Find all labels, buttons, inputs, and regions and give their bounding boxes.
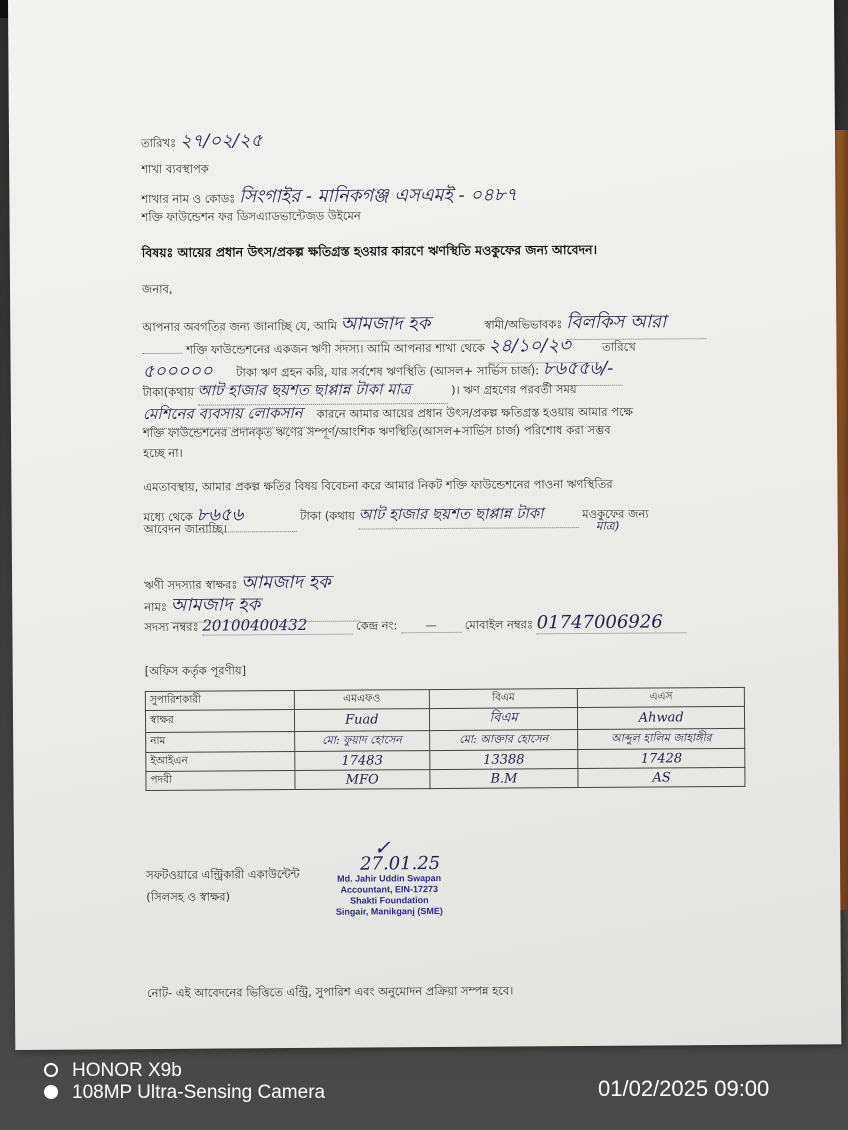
circle-icon: [44, 1063, 58, 1077]
p1-line1: আপনার অবগতির জন্য জানাচ্ছি যে, আমি আমজাদ হক স্বামী/অভিভাবকঃ বিলকিস আরা: [142, 307, 706, 343]
waiver-in-words: আট হাজার ছয়শত ছাপ্পান্ন টাকা: [358, 502, 578, 530]
table-cell: আব্দুল হালিম জাহাঙ্গীর: [578, 728, 745, 749]
table-cell: 17483: [295, 751, 430, 771]
balance-in-words: আট হাজার ছয়শত ছাপ্পান্ন টাকা মাত্র: [197, 378, 447, 406]
p2-matro: মাত্র): [595, 518, 620, 533]
table-row: [146, 767, 745, 790]
accountant-initials: ✓: [373, 835, 391, 860]
table-cell: 17428: [578, 748, 745, 768]
accountant-seal: Md. Jahir Uddin Swapan Accountant, EIN-17273 Shakti Foundation Singair, Manikganj (SME): [335, 872, 443, 917]
table-header-cell: বিএম: [429, 689, 578, 709]
manager-line: শাখা ব্যবস্থাপক: [141, 161, 209, 177]
subject-line: বিষয়ঃ আয়ের প্রধান উৎস/প্রকল্প ক্ষতিগ্রস্ত হওয়ার কারণে ঋণস্থিতি মওকুফের জন্য আবেদন।: [141, 241, 598, 261]
table-cell: 13388: [429, 750, 578, 770]
waiver-amount: ৮৬৫৬: [196, 500, 296, 533]
note-line: নোট- এই আবেদনের ভিত্তিতে এন্ট্রি, সুপারিশ এবং অনুমোদন প্রক্রিয়া সম্পন্ন হবে।: [146, 983, 514, 1001]
org-line: শক্তি ফাউন্ডেশন ফর ডিসএ্যাডভান্টেজড উইমেন: [141, 208, 361, 225]
date-value: ২৭/০২/২৫: [179, 130, 263, 152]
signature-line: ঋণী সদস্যার স্বাক্ষরঃ আমজাদ হক: [144, 571, 331, 594]
table-header-cell: এএস: [578, 687, 745, 707]
p1-line7: হচ্ছে না।: [143, 445, 183, 461]
accountant-label: সফটওয়ারে এন্ট্রিকারী একাউন্টেন্ট: [146, 866, 300, 883]
kendra-number: —: [401, 618, 461, 633]
loan-date: ২৪/১০/২৩: [488, 331, 598, 364]
branch-line: শাখার নাম ও কোডঃ সিংগাইর - মানিকগঞ্জ এসএমই - ০৪৮৭: [141, 184, 518, 208]
recommendation-table: [145, 687, 746, 791]
table-cell: B.M: [430, 769, 579, 789]
table-cell: Fuad: [294, 709, 429, 732]
table-cell: Ahwad: [578, 706, 745, 729]
application-document: [8, 0, 841, 1050]
table-header-cell: সুপারিশকারী: [145, 691, 294, 711]
mobile-number: 01747006926: [537, 611, 687, 634]
p2-line3: আবেদন জানাচ্ছি।: [143, 521, 227, 537]
accountant-date: 27.01.25: [359, 853, 441, 875]
applicant-name: আমজাদ হক: [341, 309, 481, 342]
loan-balance: ৮৬৫৫৬/-: [543, 354, 623, 387]
row-label: নাম: [146, 732, 295, 753]
loan-amount: ৫০০০০০: [142, 356, 232, 389]
table-cell: AS: [578, 767, 745, 787]
row-label: পদবী: [146, 771, 295, 791]
salutation: জনাব,: [141, 281, 173, 297]
camera-watermark: 108MP Ultra-Sensing Camera: [44, 1082, 325, 1104]
row-label: স্বাক্ষর: [145, 710, 294, 733]
table-header-cell: এমএফও: [294, 690, 429, 710]
p1-line2: শক্তি ফাউন্ডেশনের একজন ঋণী সদস্য। আমি আপনার শাখা থেকে ২৪/১০/২৩ তারিখে: [142, 331, 636, 366]
table-cell: বিএম: [429, 708, 578, 731]
table-cell: MFO: [295, 770, 430, 790]
accountant-sub: (সিলসহ ও স্বাক্ষর): [146, 889, 231, 905]
date-line: তারিখঃ ২৭/০২/২৫: [140, 130, 263, 152]
name-line: নামঃ আমজাদ হক: [144, 590, 361, 624]
member-info-line: সদস্য নম্বরঃ 20100400432 কেন্দ্র নং: — মোবাইল নম্বরঃ 01747006926: [144, 611, 687, 638]
p2-line1: এমতাবস্থায়, আমার প্রকল্প ক্ষতির বিষয় বিবেচনা করে আমার নিকট শক্তি ফাউন্ডেশনের পাওনা ঋণস্থিতির: [143, 476, 613, 495]
p1-line4: টাকা(কথায় আট হাজার ছয়শত ছাপ্পান্ন টাকা মাত্র )। ঋণ গ্রহণের পরবর্তী সময়: [143, 377, 577, 406]
device-watermark: HONOR X9b: [44, 1060, 182, 1082]
branch-value: সিংগাইর - মানিকগঞ্জ এসএমই - ০৪৮৭: [238, 184, 518, 208]
guardian-name: বিলকিস আরা: [566, 307, 706, 340]
timestamp-watermark: 01/02/2025 09:00: [598, 1076, 770, 1101]
member-name: আমজাদ হক: [171, 590, 361, 623]
p1-line5: মেশিনের ব্যবসায় লোকসান কারনে আমার আয়ের প্রধান উৎস/প্রকল্প ক্ষতিগ্রস্ত হওয়ায় আমার পক্ষে: [143, 400, 633, 429]
loss-reason: মেশিনের ব্যবসায় লোকসান: [143, 402, 313, 429]
p1-line3: ৫০০০০০ টাকা ঋণ গ্রহন করি, যার সর্বশেষ ঋণস্থিতি (আসল+ সার্ভিস চার্জ): ৮৬৫৫৬/-: [142, 354, 622, 389]
p2-line2: মধ্যে থেকে ৮৬৫৬ টাকা (কথায় আট হাজার ছয়শত ছাপ্পান্ন টাকা মওকুফের জন্য: [144, 498, 649, 534]
member-number: 20100400432: [202, 616, 352, 636]
office-use-label: [অফিস কর্তৃক পূরণীয়]: [144, 663, 247, 679]
p1-line6: শক্তি ফাউন্ডেশনের প্রদানকৃত ঋণের সম্পূর্ণ/আংশিক ঋণস্থিতি(আসল+সার্ভিস চার্জ) পরিশোধ করা সম্ভব: [142, 422, 611, 441]
row-label: ইআইএন: [146, 752, 295, 772]
table-cell: মো: ফুয়াদ হোসেন: [295, 731, 430, 752]
member-signature: আমজাদ হক: [241, 571, 331, 594]
dot-icon: [44, 1085, 58, 1099]
table-cell: মো: আক্তার হোসেন: [429, 730, 578, 751]
